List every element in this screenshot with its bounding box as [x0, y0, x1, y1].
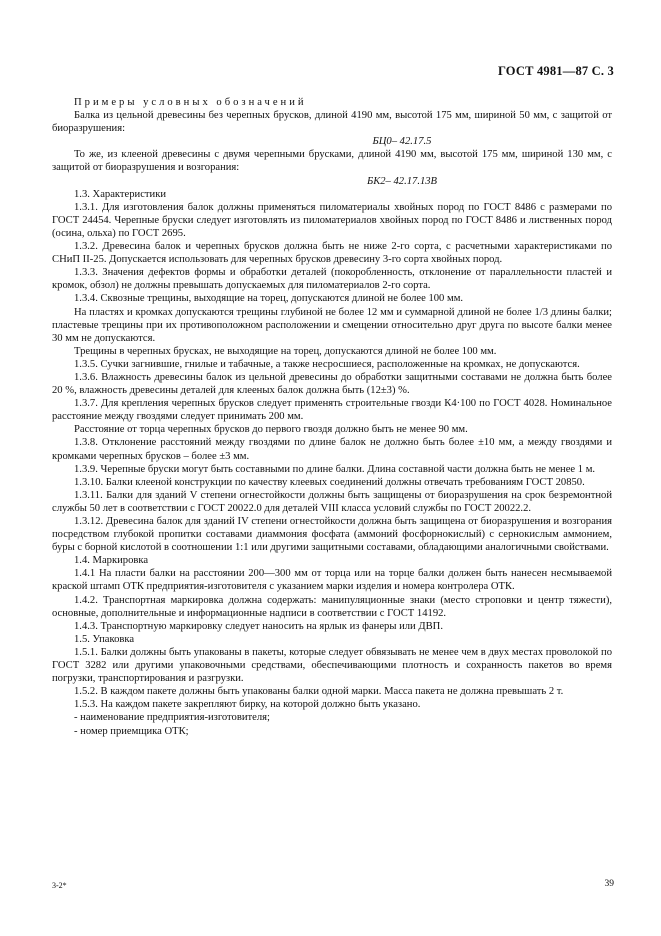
paragraph: То же, из клееной древесины с двумя черепными брусками, длиной 4190 мм, высотой 175 мм, шириной 130 мм, с защитой от биоразрушения и возгорания:	[52, 149, 612, 174]
paragraph: 1.3.6. Влажность древесины балок из цельной древесины до обработки защитными составами не должна быть более 20 %, влажность древесины деталей для клееных балок должна быть (12±3) %.	[52, 371, 612, 397]
paragraph: 1.3.4. Сквозные трещины, выходящие на торец, допускаются длиной не более 100 мм.	[74, 293, 464, 305]
paragraph: БК2– 42.17.13В	[366, 175, 438, 187]
paragraph: 1.3.8. Отклонение расстояний между гвоздями по длине балок не должно быть более ±10 мм, а между гвоздями и кромками черепных брусков – более ±3 мм.	[52, 437, 612, 462]
paragraph: 1.3.10. Балки клееной конструкции по качеству клеевых соединений должны отвечать требованиям ГОСТ 20850.	[74, 476, 585, 488]
paragraph: Балка из цельной древесины без черепных брусков, длиной 4190 мм, высотой 175 мм, шириной 50 мм, с защитой от биоразрушения:	[52, 110, 612, 135]
paragraph: Расстояние от торца черепных брусков до первого гвоздя должно быть не менее 90 мм.	[74, 424, 468, 436]
paragraph: 1.5.3. На каждом пакете закрепляют бирку, на которой должно быть указано.	[74, 699, 421, 711]
paragraph: 1.3.12. Древесина балок для зданий IV степени огнестойкости должна быть защищена от биоразрушения и возгорания посредством глубокой пропитки составами диаммония фосфата (аммоний фосфорнокислый) с сернокислым аммонием, буры с борной кислотой в соотношении 1:1 или другими защитными составами, обладающими аналогичными свойствами.	[52, 516, 612, 554]
paragraph: - номер приемщика ОТК;	[74, 725, 189, 737]
paragraph: 1.5. Упаковка	[74, 633, 135, 645]
paragraph: - наименование предприятия-изготовителя;	[74, 712, 270, 724]
paragraph: 1.3.7. Для крепления черепных брусков следует применять строительные гвозди К4·100 по ГОСТ 4028. Номинальное расстояние между гвоздями следует принимать 200 мм.	[52, 398, 612, 423]
paragraph: Трещины в черепных брусках, не выходящие на торец, допускаются длиной не более 100 мм.	[74, 345, 497, 357]
paragraph: 1.5.1. Балки должны быть упакованы в пакеты, которые следует обвязывать не менее чем в двух местах проволокой по ГОСТ 3282 или другими упаковочными средствами, обеспечивающими плотность и сохранность пакетов во время погрузки, транспортирования и разгрузки.	[52, 646, 612, 685]
paragraph: 1.3. Характеристики	[74, 188, 167, 200]
paragraph: БЦ0– 42.17.5	[372, 136, 432, 148]
paragraph: 1.3.3. Значения дефектов формы и обработки деталей (покоробленность, отклонение от параллельности пластей и кромок, обзол) не должны превышать допускаемых для пиломатериалов 2-го сорта.	[52, 267, 612, 292]
paragraph: 1.3.1. Для изготовления балок должны применяться пиломатериалы хвойных пород по ГОСТ 8486 с размерами по ГОСТ 24454. Черепные бруски следует изготовлять из пиломатериалов хвойных пород по ГОСТ 8486 и лиственных пород (осина, ольха) по ГОСТ 2695.	[52, 201, 612, 239]
paragraph: 1.3.9. Черепные бруски могут быть составными по длине балки. Длина составной части должна быть не менее 1 м.	[74, 463, 596, 475]
page-number: 39	[604, 879, 614, 889]
paragraph: 1.3.5. Сучки загнившие, гнилые и табачные, а также несросшиеся, расположенные на кромках, не допускаются.	[74, 358, 580, 370]
paragraph: 1.4.2. Транспортная маркировка должна содержать: манипуляционные знаки (место строповки и центр тяжести), основные, дополнительные и информационные надписи в соответствии с ГОСТ 14192.	[52, 594, 612, 619]
page-header: ГОСТ 4981—87 С. 3	[497, 64, 614, 78]
paragraph: 1.3.11. Балки для зданий V степени огнестойкости должны быть защищены от биоразрушения на срок безремонтной службы 50 лет в соответствии с ГОСТ 20022.0 для деталей VIII класса условий службы по ГОСТ 20022.2.	[52, 489, 612, 514]
paragraph: 1.5.2. В каждом пакете должны быть упакованы балки одной марки. Масса пакета не должна превышать 2 т.	[74, 686, 564, 698]
document-body	[52, 96, 612, 738]
paragraph: 1.3.2. Древесина балок и черепных брусков должна быть не ниже 2-го сорта, с расчетными характеристиками по СНиП II-25. Допускается использовать для черепных брусков древесину 3-го сорта хвойных пород.	[52, 241, 612, 266]
paragraph: На пластях и кромках допускаются трещины глубиной не более 12 мм и суммарной длиной не более 1/3 длины балки; пластевые трещины при их противоположном расположении и смещении относительно друг друга по высоте балки менее 30 мм не допускаются.	[52, 306, 612, 344]
signature-mark: 3-2*	[52, 881, 67, 890]
paragraph: Примеры условных обозначений	[74, 97, 307, 108]
paragraph: 1.4.1 На пласти балки на расстоянии 200—300 мм от торца или на торце балки должен быть нанесен несмываемой краской штамп ОТК предприятия-изготовителя с указанием марки изделия и номера контролера ОТК.	[52, 568, 612, 593]
paragraph: 1.4. Маркировка	[74, 555, 149, 567]
paragraph: 1.4.3. Транспортную маркировку следует наносить на ярлык из фанеры или ДВП.	[74, 620, 443, 632]
